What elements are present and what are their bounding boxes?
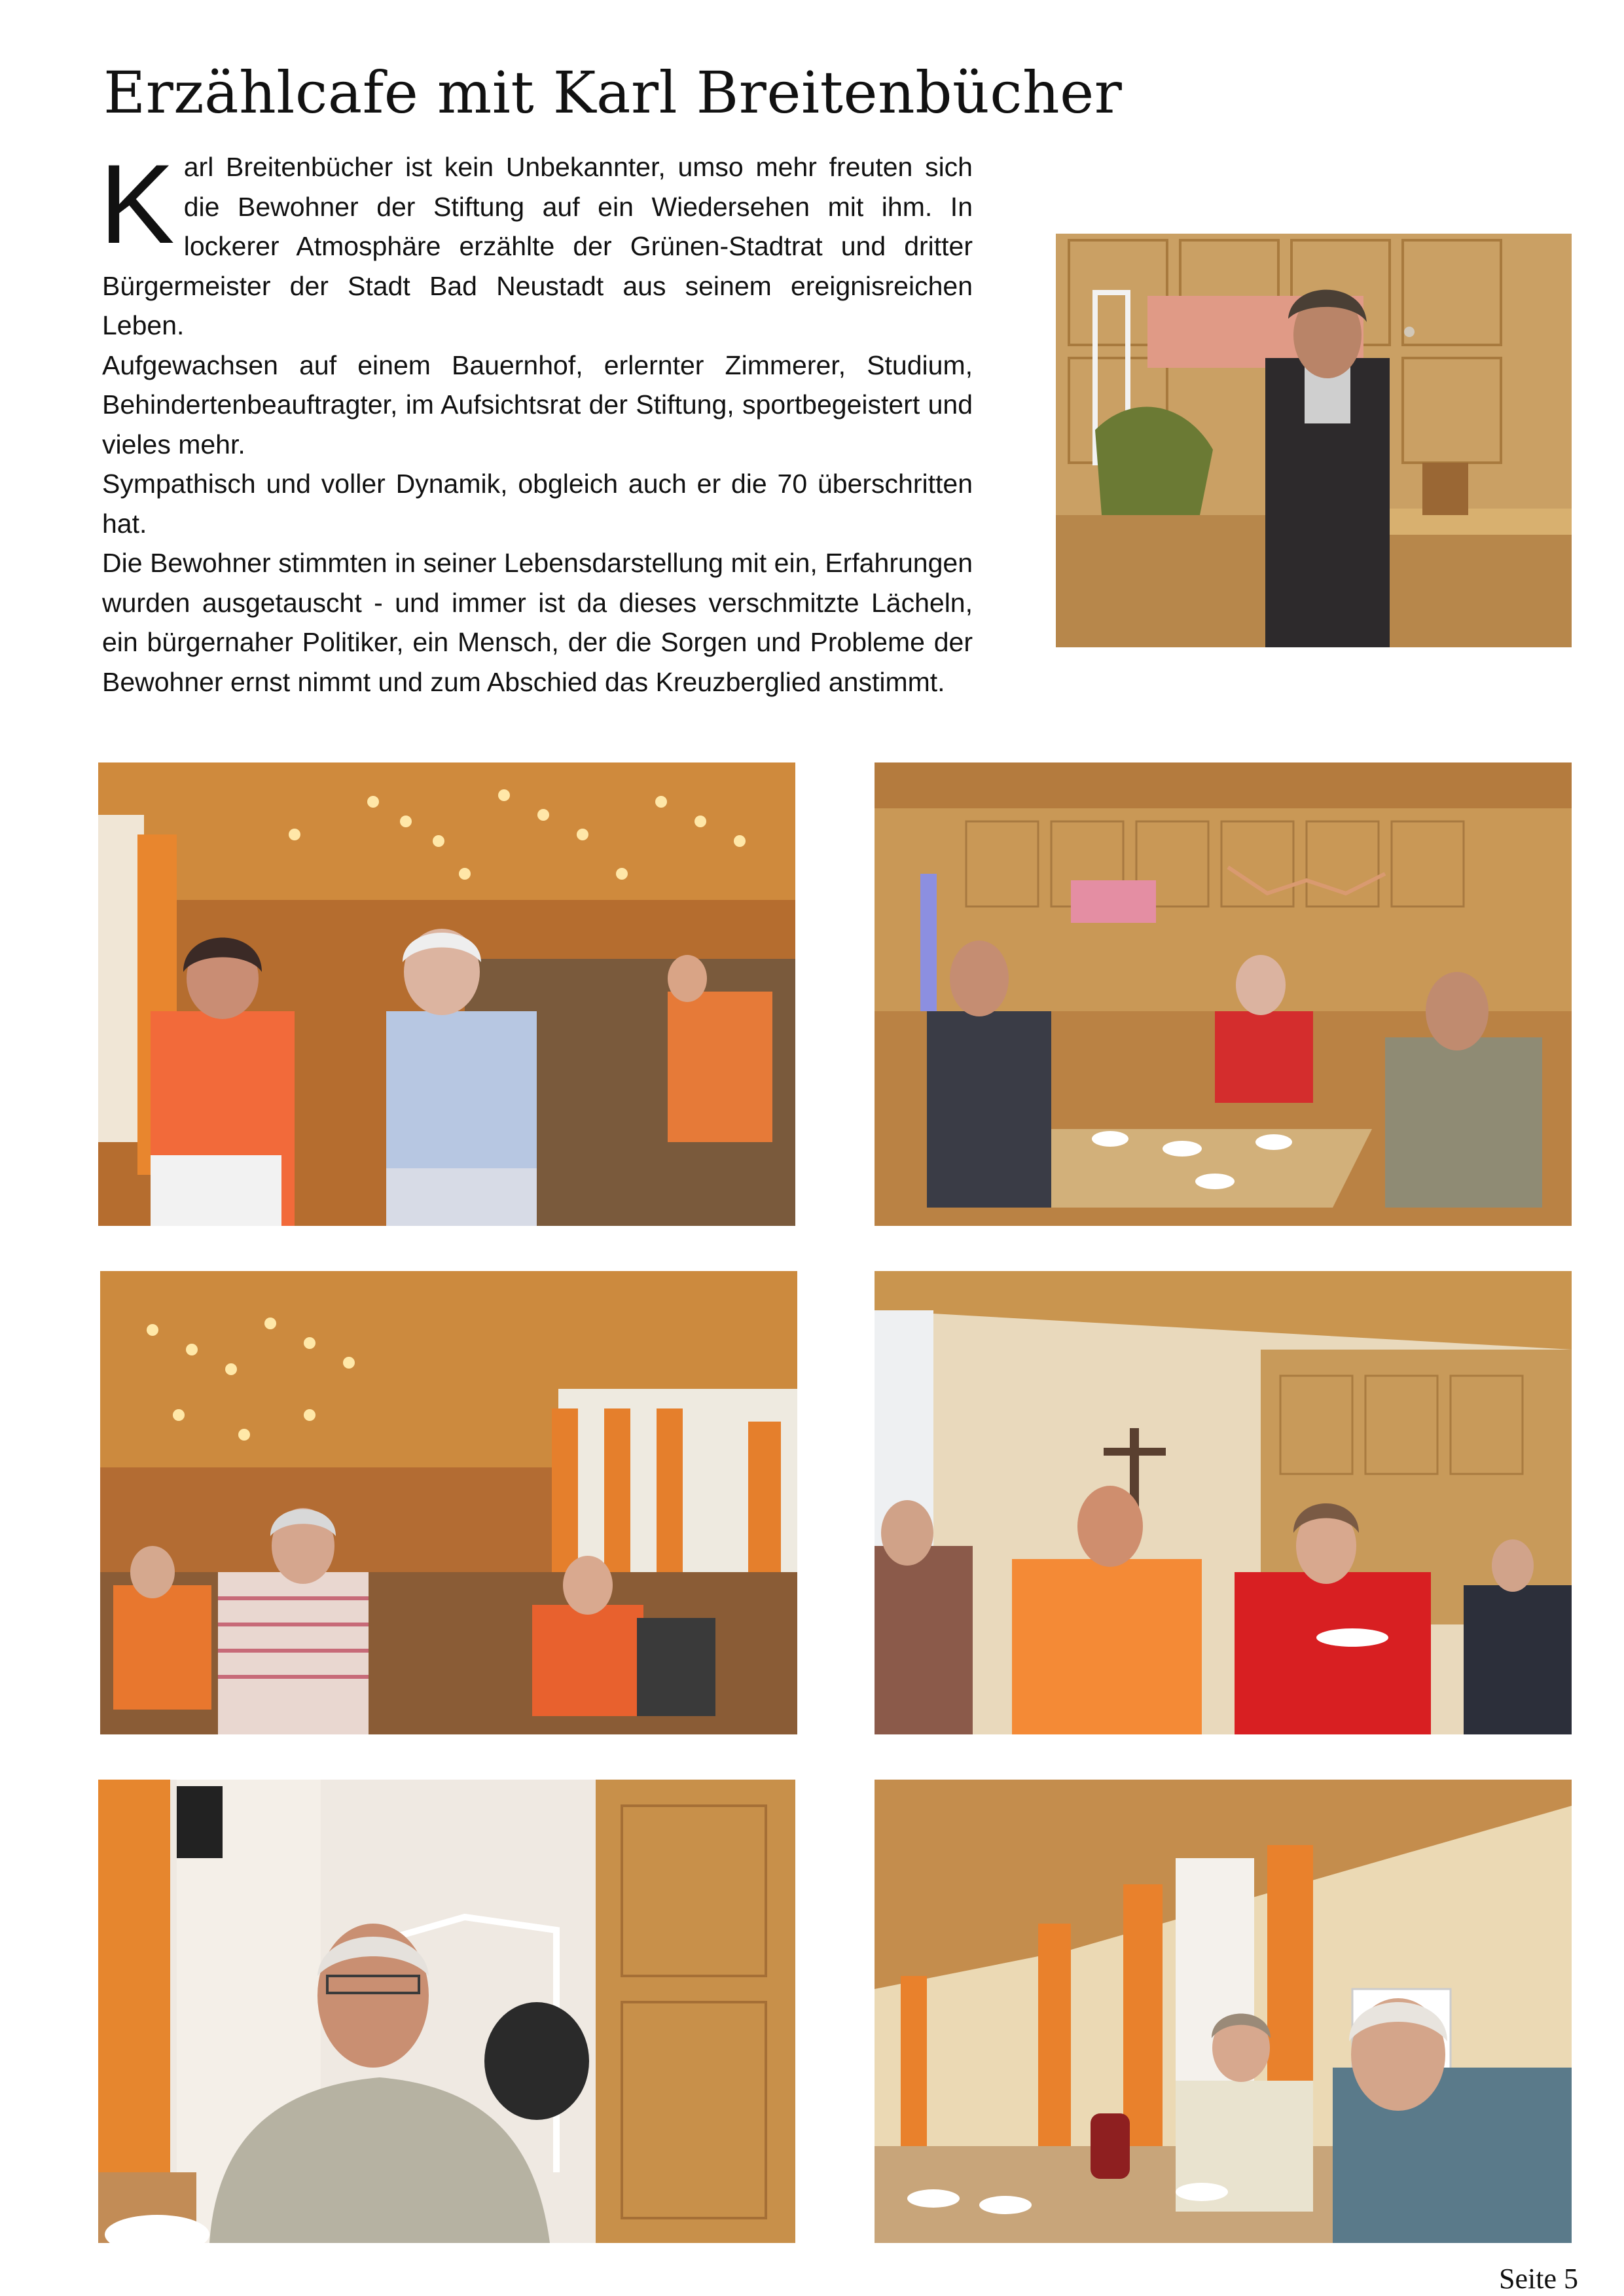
- photo-speaker: [1056, 234, 1572, 647]
- photo-resident-portrait: [98, 1780, 795, 2243]
- article-body: [99, 141, 973, 702]
- photo-residents-2: [875, 762, 1572, 1226]
- article-paragraph: Die Bewohner stimmten in seiner Lebensdarstellung mit ein, Erfahrungen wurden ausgetauscht - und immer ist da dieses verschmitzte Lächeln, ein bürgernaher Politiker, ein Mensch, der die Sorgen und Probleme der Bewohner ernst nimmt und zum Abschied das Kreuzberglied anstimmt.: [102, 548, 973, 697]
- drop-cap: K: [99, 141, 175, 267]
- page-number: Seite 5: [1499, 2263, 1578, 2295]
- article-title: Erzählcafe mit Karl Breitenbücher: [103, 59, 1123, 126]
- photo-residents-3: [100, 1271, 797, 1734]
- photo-residents-4: [875, 1271, 1572, 1734]
- article-paragraph: arl Breitenbücher ist kein Unbekannter, umso mehr freuten sich die Bewohner der Stiftung auf ein Wiedersehen mit ihm. In lockerer Atmosphäre erzählte der Grünen-Stadtrat und dritter Bürgermeister der Stadt Bad Neustadt aus seinem ereignisreichen Leben.: [102, 152, 973, 340]
- photo-residents-1: [98, 762, 795, 1226]
- article-paragraph: Aufgewachsen auf einem Bauernhof, erlernter Zimmerer, Studium, Behindertenbeauftragter, im Aufsichtsrat der Stiftung, sportbegeistert und vieles mehr.: [102, 350, 973, 459]
- photo-residents-5: [875, 1780, 1572, 2243]
- article-paragraph: Sympathisch und voller Dynamik, obgleich auch er die 70 überschritten hat.: [102, 469, 973, 539]
